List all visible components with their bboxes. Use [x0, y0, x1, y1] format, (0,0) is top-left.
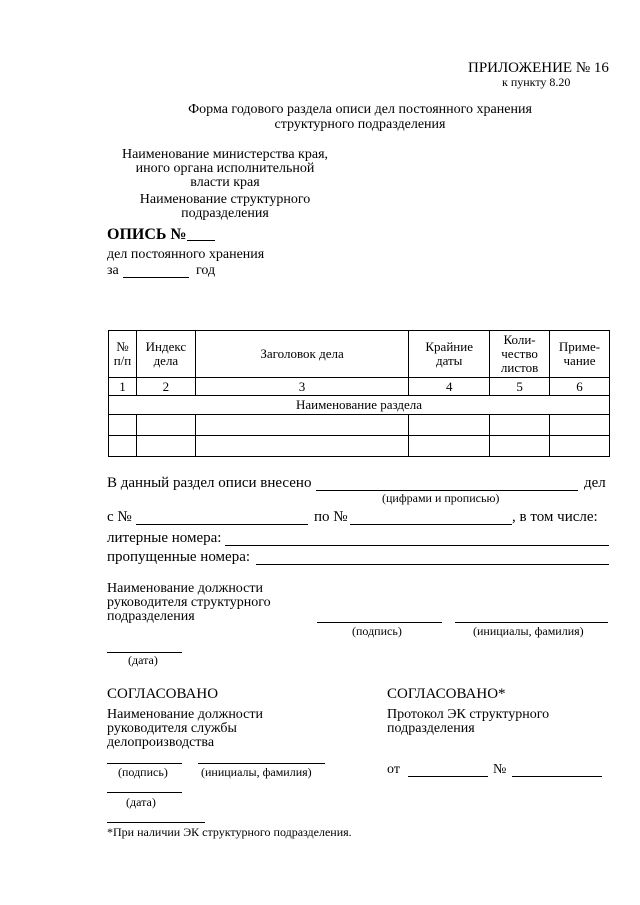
table-cell[interactable] — [490, 415, 550, 436]
approval-left-title: СОГЛАСОВАНО — [107, 686, 219, 702]
table-cell[interactable] — [195, 436, 408, 457]
col-header-number — [109, 331, 137, 378]
entered-caption: (цифрами и прописью) — [382, 491, 500, 505]
entered-prefix: В данный раздел описи внесено — [107, 475, 312, 491]
col-number-6: 6 — [550, 378, 610, 396]
approval-right-line1: Протокол ЭК структурного — [387, 707, 550, 722]
col-header-title-line1: Заголовок дела — [260, 346, 344, 361]
approval-right-num-prefix: № — [493, 762, 507, 777]
table-cell[interactable] — [409, 436, 490, 457]
missing-numbers-label: пропущенные номера: — [107, 549, 251, 565]
table-cell[interactable] — [490, 436, 550, 457]
inventory-subtitle: дел постоянного хранения — [107, 247, 265, 262]
approval-right-title: СОГЛАСОВАНО* — [387, 686, 506, 702]
inventory-title: ОПИСЬ № — [107, 226, 187, 243]
head-name-blank[interactable] — [455, 622, 608, 623]
org-name-line1: Наименование министерства края, — [121, 147, 329, 162]
table-cell[interactable] — [195, 415, 408, 436]
col-header-sheets-line1: Коли- — [503, 332, 536, 347]
appendix-paragraph: к пункту 8.20 — [502, 75, 571, 89]
col-number-1: 1 — [109, 378, 137, 396]
table-header-row — [109, 331, 610, 378]
col-number-5: 5 — [490, 378, 550, 396]
from-prefix: с № — [107, 509, 132, 525]
col-header-notes-line2: чание — [563, 353, 596, 368]
head-position-line1: Наименование должности — [107, 581, 263, 596]
appendix-number: ПРИЛОЖЕНИЕ № 16 — [468, 60, 609, 76]
approval-left-date-blank[interactable] — [107, 792, 182, 793]
to-prefix: по № — [314, 509, 348, 525]
col-header-sheets-line2: чество — [501, 346, 538, 361]
footnote: *При наличии ЭК структурного подразделения. — [107, 825, 352, 839]
letter-numbers-label: литерные номера: — [107, 530, 222, 546]
head-name-caption: (инициалы, фамилия) — [473, 624, 584, 638]
col-number-2: 2 — [136, 378, 195, 396]
entered-suffix: дел — [584, 475, 606, 491]
table-cell[interactable] — [109, 436, 137, 457]
col-header-notes — [550, 331, 610, 378]
approval-left-line2: руководителя службы — [107, 721, 237, 736]
col-header-notes-line1: Приме- — [558, 339, 601, 354]
col-header-sheets — [490, 331, 550, 378]
org-name-line2: иного органа исполнительной — [135, 161, 315, 176]
year-prefix: за — [107, 263, 119, 278]
inventory-table — [108, 330, 610, 457]
col-header-sheets-line3: листов — [500, 360, 539, 375]
table-section-row — [109, 396, 610, 415]
col-number-3: 3 — [195, 378, 408, 396]
approval-right-line2: подразделения — [387, 721, 475, 736]
col-header-title — [195, 331, 408, 378]
footnote-separator — [107, 822, 205, 823]
approval-left-name-caption: (инициалы, фамилия) — [201, 765, 312, 779]
table-cell[interactable] — [109, 415, 137, 436]
table-cell[interactable] — [409, 415, 490, 436]
missing-numbers-blank[interactable] — [256, 564, 609, 565]
form-title-line2: структурного подразделения — [274, 117, 446, 132]
col-number-4: 4 — [409, 378, 490, 396]
table-cell[interactable] — [550, 436, 610, 457]
approval-left-line3: делопроизводства — [107, 735, 215, 750]
col-header-number-line2: п/п — [113, 353, 132, 368]
head-position-line2: руководителя структурного — [107, 595, 271, 610]
unit-name-line1: Наименование структурного — [139, 192, 311, 207]
year-suffix: год — [196, 263, 216, 278]
approval-left-line1: Наименование должности — [107, 707, 263, 722]
head-signature-caption: (подпись) — [352, 624, 402, 638]
table-cell[interactable] — [136, 415, 195, 436]
section-name-cell: Наименование раздела — [109, 396, 610, 415]
table-row — [109, 436, 610, 457]
including-text: , в том числе: — [512, 509, 598, 525]
col-header-dates-line2: даты — [435, 353, 463, 368]
col-header-index-line2: дела — [153, 353, 179, 368]
head-signature-blank[interactable] — [317, 622, 442, 623]
table-cell[interactable] — [136, 436, 195, 457]
protocol-number-blank[interactable] — [512, 776, 602, 777]
approval-left-name-blank[interactable] — [198, 763, 325, 764]
col-header-number-line1: № — [116, 339, 129, 354]
form-title-line1: Форма годового раздела описи дел постоянного хранения — [188, 102, 532, 117]
to-number-blank[interactable] — [350, 524, 512, 525]
table-cell[interactable] — [550, 415, 610, 436]
col-header-index-line1: Индекс — [145, 339, 187, 354]
col-header-dates — [409, 331, 490, 378]
org-name-line3: власти края — [190, 175, 260, 190]
unit-name-line2: подразделения — [181, 206, 269, 221]
approval-right-from-prefix: от — [387, 762, 400, 777]
approval-left-signature-blank[interactable] — [107, 763, 182, 764]
approval-left-date-caption: (дата) — [126, 795, 156, 809]
table-number-row — [109, 378, 610, 396]
protocol-date-blank[interactable] — [408, 776, 488, 777]
head-date-caption: (дата) — [128, 653, 158, 667]
col-header-dates-line1: Крайние — [425, 339, 473, 354]
head-position-line3: подразделения — [107, 609, 195, 624]
table-row — [109, 415, 610, 436]
from-number-blank[interactable] — [136, 524, 308, 525]
approval-left-signature-caption: (подпись) — [118, 765, 168, 779]
letter-numbers-blank[interactable] — [225, 545, 609, 546]
year-blank[interactable] — [123, 277, 189, 278]
inventory-number-blank[interactable] — [187, 240, 215, 241]
col-header-index — [136, 331, 195, 378]
